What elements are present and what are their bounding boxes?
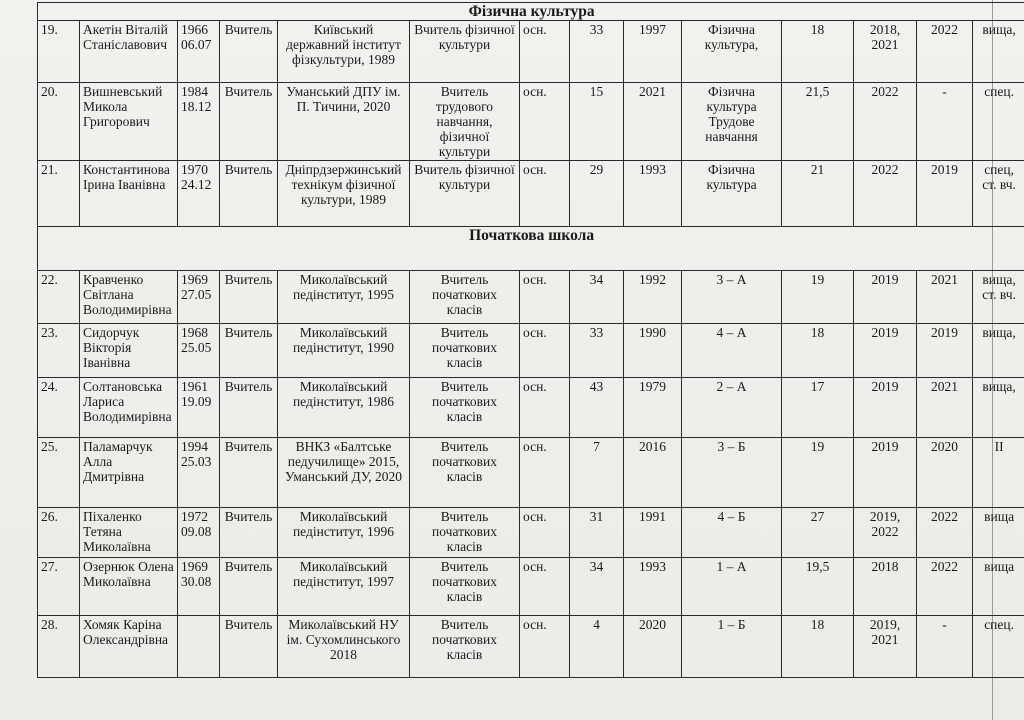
- cell-next: 2022: [917, 21, 973, 83]
- cell-position: Вчитель: [220, 616, 278, 678]
- cell-attest: 2019: [854, 271, 917, 324]
- cell-name: Піхаленко Тетяна Миколаївна: [80, 508, 178, 558]
- section-title: Початкова школа: [38, 227, 1024, 271]
- cell-total: 4: [570, 616, 624, 678]
- cell-birth: 1994 25.03: [178, 438, 220, 508]
- cell-since: 1997: [624, 21, 682, 83]
- cell-institution: Київський державний інститут фізкультури, 1989: [278, 21, 410, 83]
- cell-num: 28.: [38, 616, 80, 678]
- cell-total: 34: [570, 558, 624, 616]
- cell-type: осн.: [520, 616, 570, 678]
- cell-position: Вчитель: [220, 21, 278, 83]
- table-row: [38, 616, 1024, 678]
- cell-total: 31: [570, 508, 624, 558]
- cell-category: ІІ: [973, 438, 1024, 508]
- cell-institution: Миколаївський НУ ім. Сухомлинського 2018: [278, 616, 410, 678]
- table-row: [38, 21, 1024, 83]
- staff-table: [37, 2, 1024, 678]
- cell-type: осн.: [520, 558, 570, 616]
- cell-next: -: [917, 616, 973, 678]
- cell-type: осн.: [520, 324, 570, 378]
- cell-category: вища: [973, 558, 1024, 616]
- cell-num: 27.: [38, 558, 80, 616]
- cell-name: Солтановська Лариса Володимирівна: [80, 378, 178, 438]
- cell-subject: 3 – Б: [682, 438, 782, 508]
- cell-since: 1979: [624, 378, 682, 438]
- cell-name: Кравченко Світлана Володимирівна: [80, 271, 178, 324]
- cell-load: 21,5: [782, 83, 854, 161]
- cell-num: 25.: [38, 438, 80, 508]
- cell-category: вища,: [973, 378, 1024, 438]
- table-row: [38, 378, 1024, 438]
- cell-load: 18: [782, 324, 854, 378]
- cell-birth: 1984 18.12: [178, 83, 220, 161]
- cell-attest: 2019: [854, 378, 917, 438]
- cell-birth: 1961 19.09: [178, 378, 220, 438]
- cell-birth: 1968 25.05: [178, 324, 220, 378]
- cell-category: вища: [973, 508, 1024, 558]
- cell-qualification: Вчитель трудового навчання, фізичної культури: [410, 83, 520, 161]
- cell-next: 2019: [917, 324, 973, 378]
- cell-institution: Миколаївський педінститут, 1995: [278, 271, 410, 324]
- cell-institution: Миколаївський педінститут, 1990: [278, 324, 410, 378]
- cell-load: 19: [782, 271, 854, 324]
- cell-qualification: Вчитель початкових класів: [410, 324, 520, 378]
- cell-position: Вчитель: [220, 161, 278, 227]
- cell-next: 2021: [917, 271, 973, 324]
- cell-type: осн.: [520, 508, 570, 558]
- cell-since: 2020: [624, 616, 682, 678]
- section-title: Фізична культура: [38, 3, 1024, 21]
- cell-institution: Миколаївський педінститут, 1996: [278, 508, 410, 558]
- table-row: [38, 271, 1024, 324]
- cell-next: 2020: [917, 438, 973, 508]
- cell-type: осн.: [520, 83, 570, 161]
- cell-qualification: Вчитель початкових класів: [410, 558, 520, 616]
- cell-category: вища, ст. вч.: [973, 271, 1024, 324]
- cell-next: 2022: [917, 558, 973, 616]
- cell-next: 2022: [917, 508, 973, 558]
- cell-position: Вчитель: [220, 438, 278, 508]
- cell-institution: Миколаївський педінститут, 1997: [278, 558, 410, 616]
- cell-since: 1990: [624, 324, 682, 378]
- cell-birth: 1969 27.05: [178, 271, 220, 324]
- cell-load: 17: [782, 378, 854, 438]
- cell-attest: 2018, 2021: [854, 21, 917, 83]
- cell-birth: 1969 30.08: [178, 558, 220, 616]
- cell-position: Вчитель: [220, 558, 278, 616]
- table-row: [38, 324, 1024, 378]
- cell-type: осн.: [520, 438, 570, 508]
- cell-subject: Фізична культура,: [682, 21, 782, 83]
- table-row: [38, 558, 1024, 616]
- cell-category: спец.: [973, 83, 1024, 161]
- cell-birth: 1966 06.07: [178, 21, 220, 83]
- cell-position: Вчитель: [220, 378, 278, 438]
- cell-type: осн.: [520, 161, 570, 227]
- cell-since: 1993: [624, 161, 682, 227]
- cell-birth: [178, 616, 220, 678]
- cell-subject: 1 – Б: [682, 616, 782, 678]
- cell-name: Озернюк Олена Миколаївна: [80, 558, 178, 616]
- cell-num: 19.: [38, 21, 80, 83]
- cell-position: Вчитель: [220, 271, 278, 324]
- cell-num: 26.: [38, 508, 80, 558]
- cell-num: 21.: [38, 161, 80, 227]
- cell-institution: Миколаївський педінститут, 1986: [278, 378, 410, 438]
- cell-subject: Фізична культура Трудове навчання: [682, 83, 782, 161]
- cell-load: 18: [782, 616, 854, 678]
- cell-attest: 2019: [854, 438, 917, 508]
- cell-num: 22.: [38, 271, 80, 324]
- cell-load: 21: [782, 161, 854, 227]
- cell-type: осн.: [520, 21, 570, 83]
- cell-subject: Фізична культура: [682, 161, 782, 227]
- cell-qualification: Вчитель початкових класів: [410, 508, 520, 558]
- cell-total: 7: [570, 438, 624, 508]
- cell-load: 18: [782, 21, 854, 83]
- cell-type: осн.: [520, 271, 570, 324]
- cell-category: вища,: [973, 21, 1024, 83]
- cell-subject: 4 – Б: [682, 508, 782, 558]
- cell-total: 43: [570, 378, 624, 438]
- cell-category: спец.: [973, 616, 1024, 678]
- cell-name: Акетін Віталій Станіславович: [80, 21, 178, 83]
- cell-position: Вчитель: [220, 508, 278, 558]
- cell-subject: 1 – А: [682, 558, 782, 616]
- cell-attest: 2019, 2022: [854, 508, 917, 558]
- cell-qualification: Вчитель початкових класів: [410, 378, 520, 438]
- cell-position: Вчитель: [220, 83, 278, 161]
- cell-num: 23.: [38, 324, 80, 378]
- cell-name: Вишневський Микола Григорович: [80, 83, 178, 161]
- cell-load: 19,5: [782, 558, 854, 616]
- cell-category: спец, ст. вч.: [973, 161, 1024, 227]
- table-row: [38, 161, 1024, 227]
- cell-total: 34: [570, 271, 624, 324]
- cell-attest: 2019, 2021: [854, 616, 917, 678]
- cell-next: 2021: [917, 378, 973, 438]
- cell-name: Паламарчук Алла Дмитрівна: [80, 438, 178, 508]
- cell-institution: Дніпрдзержинський технікум фізичної культури, 1989: [278, 161, 410, 227]
- cell-since: 1991: [624, 508, 682, 558]
- cell-total: 15: [570, 83, 624, 161]
- cell-since: 1993: [624, 558, 682, 616]
- cell-since: 2016: [624, 438, 682, 508]
- cell-position: Вчитель: [220, 324, 278, 378]
- cell-next: 2019: [917, 161, 973, 227]
- cell-subject: 4 – А: [682, 324, 782, 378]
- cell-name: Хомяк Каріна Олександрівна: [80, 616, 178, 678]
- cell-category: вища,: [973, 324, 1024, 378]
- cell-since: 2021: [624, 83, 682, 161]
- cell-attest: 2022: [854, 161, 917, 227]
- cell-total: 33: [570, 324, 624, 378]
- section-header-row: [38, 3, 1024, 21]
- cell-subject: 2 – А: [682, 378, 782, 438]
- cell-qualification: Вчитель фізичної культури: [410, 161, 520, 227]
- cell-subject: 3 – А: [682, 271, 782, 324]
- section-header-row: [38, 227, 1024, 271]
- cell-since: 1992: [624, 271, 682, 324]
- cell-attest: 2022: [854, 83, 917, 161]
- table-row: [38, 508, 1024, 558]
- cell-qualification: Вчитель початкових класів: [410, 271, 520, 324]
- cell-type: осн.: [520, 378, 570, 438]
- cell-qualification: Вчитель початкових класів: [410, 438, 520, 508]
- cell-name: Сидорчук Вікторія Іванівна: [80, 324, 178, 378]
- cell-load: 19: [782, 438, 854, 508]
- cell-attest: 2018: [854, 558, 917, 616]
- cell-qualification: Вчитель фізичної культури: [410, 21, 520, 83]
- cell-total: 33: [570, 21, 624, 83]
- cell-num: 20.: [38, 83, 80, 161]
- cell-birth: 1970 24.12: [178, 161, 220, 227]
- cell-attest: 2019: [854, 324, 917, 378]
- cell-load: 27: [782, 508, 854, 558]
- cell-name: Константинова Ірина Іванівна: [80, 161, 178, 227]
- cell-num: 24.: [38, 378, 80, 438]
- cell-next: -: [917, 83, 973, 161]
- table-row: [38, 83, 1024, 161]
- cell-institution: Уманський ДПУ ім. П. Тичини, 2020: [278, 83, 410, 161]
- cell-qualification: Вчитель початкових класів: [410, 616, 520, 678]
- cell-total: 29: [570, 161, 624, 227]
- cell-birth: 1972 09.08: [178, 508, 220, 558]
- table-row: [38, 438, 1024, 508]
- cell-institution: ВНКЗ «Балтське педучилище» 2015, Уманський ДУ, 2020: [278, 438, 410, 508]
